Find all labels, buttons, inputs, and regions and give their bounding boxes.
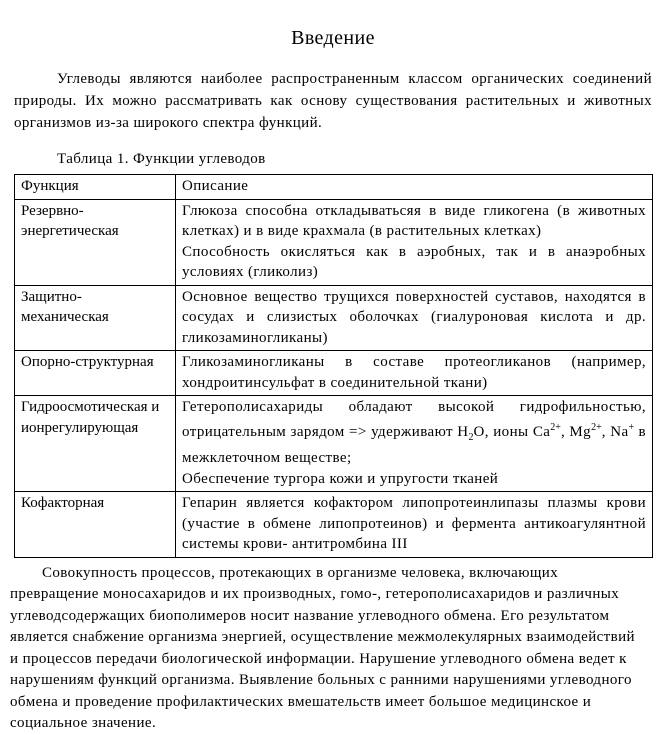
function-cell: Опорно-структурная xyxy=(15,351,176,396)
description-paragraph: Глюкоза способна откладыватьсяя в виде гликогена (в животных клетках) и в виде крахмала (в растительных клетках) xyxy=(182,202,646,239)
description-paragraph: Основное вещество трущихся поверхностей суставов, находятся в сосудах и слизистых оболочках (гиалуроновая кислота и др. гликозаминогликаны) xyxy=(182,288,646,346)
closing-paragraph-line: нарушениям функций организма. Выявление больных с ранними нарушениями углеводного xyxy=(10,672,632,688)
description-paragraph: Гетерополисахариды обладают высокой гидрофильностью, отрицательным зарядом => удерживают $H_2O$, ионы $Ca^{2+}$, $Mg^{2+}$, Na+ в межклеточном веществе; xyxy=(182,399,646,466)
description-cell xyxy=(176,396,653,492)
document-title: Введение xyxy=(291,27,375,49)
description-paragraph: Гликозаминогликаны в составе протеогликанов (например, хондроитинсульфат в соединительной ткани) xyxy=(182,354,646,391)
column-header-function: Функция xyxy=(15,175,176,200)
description-cell xyxy=(176,492,653,558)
closing-paragraph-line: Совокупность процессов, протекающих в организме человека, включающих xyxy=(42,564,559,581)
table-row xyxy=(15,492,653,558)
description-cell xyxy=(176,351,653,396)
description-cell xyxy=(176,285,653,351)
table-header-row xyxy=(15,175,653,200)
table-caption: Таблица 1. Функции углеводов xyxy=(57,151,266,167)
table-row xyxy=(15,351,653,396)
closing-paragraph xyxy=(10,563,652,735)
closing-paragraph-line: превращение моносахаридов и их производных, гомо-, гетерополисахаридов и различных xyxy=(10,586,620,602)
closing-paragraph-line: социальное значение. xyxy=(10,715,157,731)
column-header-description: Описание xyxy=(176,175,653,200)
function-cell: Резервно-энергетическая xyxy=(15,199,176,285)
intro-paragraph: Углеводы являются наиболее распространенным классом органических соединений природы. Их можно рассматривать как основу существования растительных и животных организмов из-за широкого спектра функций. xyxy=(14,71,652,131)
closing-paragraph-line: обмена и проведение профилактических вмешательств имеет большое медицинское и xyxy=(10,693,592,710)
closing-paragraph-line: и процессов передачи биологической информации. Нарушение углеводного обмена ведет к xyxy=(10,650,627,667)
description-paragraph: Способность окисляться как в аэробных, так и в анаэробных условиях (гликолиз) xyxy=(182,243,646,280)
closing-paragraph-line: углеводсодержащих биополимеров носит название углеводного обмена. Его результатом xyxy=(10,607,610,624)
closing-paragraph-line: является снабжение организма энергией, осуществление межмолекулярных взаимодействий xyxy=(10,629,635,645)
description-paragraph: Гепарин является кофактором липопротеинлипазы плазмы крови (участие в обмене липопротеинов) и фермента антикоагулянтной системы крови- антитромбина III xyxy=(182,495,646,552)
description-cell xyxy=(176,199,653,285)
table-row xyxy=(15,199,653,285)
functions-table xyxy=(14,174,653,558)
description-paragraph: Обеспечение тургора кожи и упругости тканей xyxy=(182,470,499,487)
function-cell: Кофакторная xyxy=(15,492,176,558)
function-cell: Гидроосмотическая и ионрегулирующая xyxy=(15,396,176,492)
table-row xyxy=(15,396,653,492)
function-cell: Защитно-механическая xyxy=(15,285,176,351)
table-row xyxy=(15,285,653,351)
